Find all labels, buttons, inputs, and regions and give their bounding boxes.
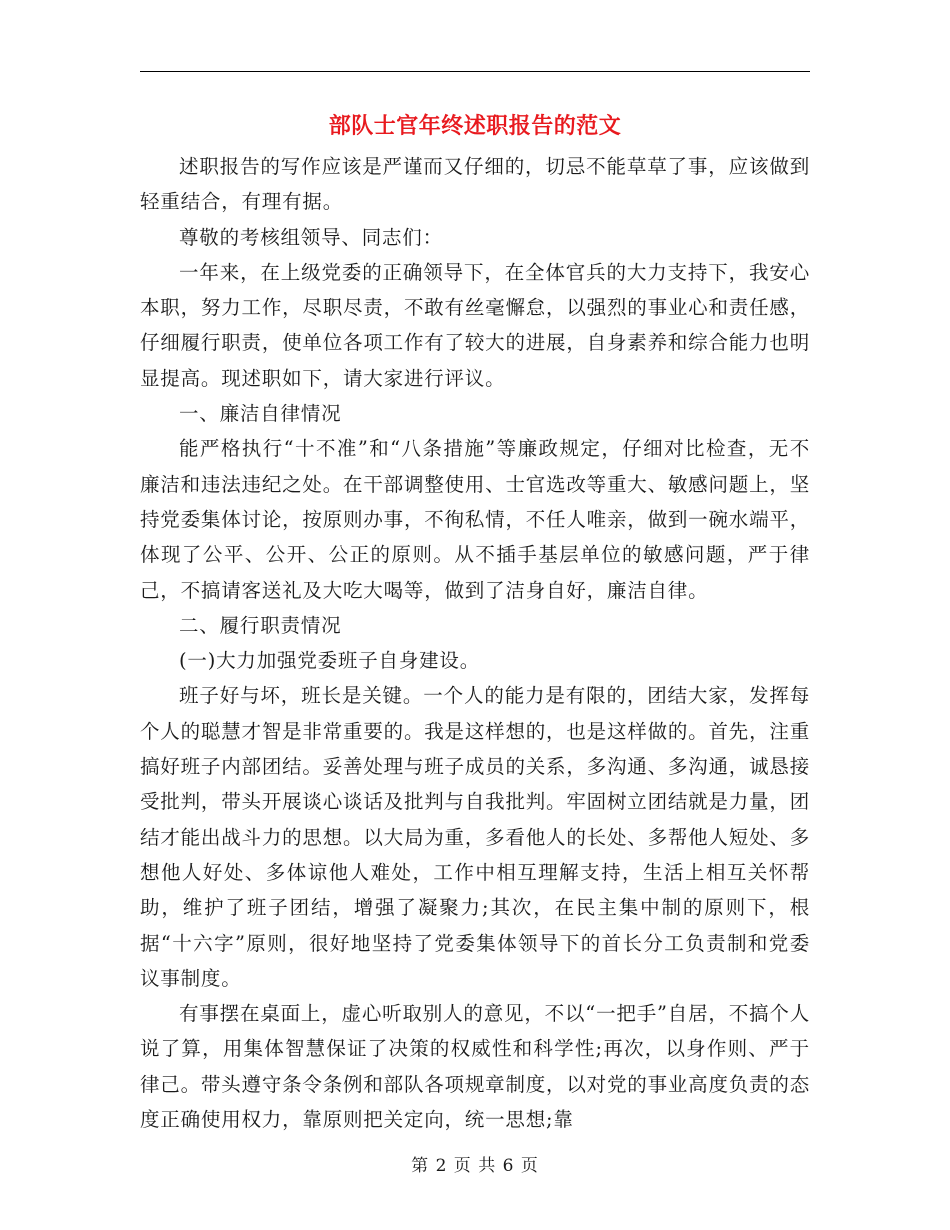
paragraph-team: 班子好与坏，班长是关键。一个人的能力是有限的，团结大家，发挥每个人的聪慧才智是非常重要的。我是这样想的，也是这样做的。首先，注重搞好班子内部团结。妥善处理与班子成员的关系，多沟通、多沟通，诚恳接受批判，带头开展谈心谈话及批判与自我批判。牢固树立团结就是力量，团结才能出战斗力的思想。以大局为重，多看他人的长处、多帮他人短处、多想他人好处、多体谅他人难处，工作中相互理解支持，生活上相互关怀帮助，维护了班子团结，增强了凝聚力;其次，在民主集中制的原则下，根据“十六字”原则，很好地坚持了党委集体领导下的首长分工负责制和党委议事制度。 [140, 684, 810, 990]
paragraph-integrity: 能严格执行“十不准”和“八条措施”等廉政规定，仔细对比检查，无不廉洁和违法违纪之处。在干部调整使用、士官选改等重大、敏感问题上，坚持党委集体讨论，按原则办事，不徇私情，不任人唯亲，做到一碗水端平，体现了公平、公开、公正的原则。从不插手基层单位的敏感问题，严于律己，不搞请客送礼及大吃大喝等，做到了洁身自好，廉洁自律。 [140, 437, 810, 602]
footer-prefix: 第 [411, 1156, 430, 1176]
paragraph-salutation: 尊敬的考核组领导、同志们： [179, 225, 443, 249]
paragraph-decisions: 有事摆在桌面上，虚心听取别人的意见，不以“一把手”自居，不搞个人说了算，用集体智慧保证了决策的权威性和科学性;再次，以身作则、严于律己。带头遵守条令条例和部队各项规章制度，以对党的事业高度负责的态度正确使用权力，靠原则把关定向，统一思想;靠 [140, 1002, 810, 1132]
footer-current-page: 2 [435, 1156, 448, 1176]
subsection-heading-team: (一)大力加强党委班子自身建设。 [179, 649, 481, 673]
footer-middle: 页 共 [453, 1156, 497, 1176]
footer-total-pages: 6 [502, 1156, 515, 1176]
document-body [140, 149, 810, 1137]
footer-suffix: 页 [520, 1156, 539, 1176]
paragraph-intro: 述职报告的写作应该是严谨而又仔细的，切忌不能草草了事，应该做到轻重结合，有理有据。 [140, 155, 810, 214]
page-footer [0, 1154, 950, 1178]
section-heading-duties: 二、履行职责情况 [179, 613, 342, 637]
section-heading-integrity: 一、廉洁自律情况 [179, 402, 342, 426]
document-title: 部队士官年终述职报告的范文 [328, 113, 622, 139]
paragraph-opening: 一年来，在上级党委的正确领导下，在全体官兵的大力支持下，我安心本职，努力工作，尽职尽责，不敢有丝毫懈怠，以强烈的事业心和责任感，仔细履行职责，使单位各项工作有了较大的进展，自身素养和综合能力也明显提高。现述职如下，请大家进行评议。 [140, 260, 810, 390]
header-rule [140, 71, 810, 72]
